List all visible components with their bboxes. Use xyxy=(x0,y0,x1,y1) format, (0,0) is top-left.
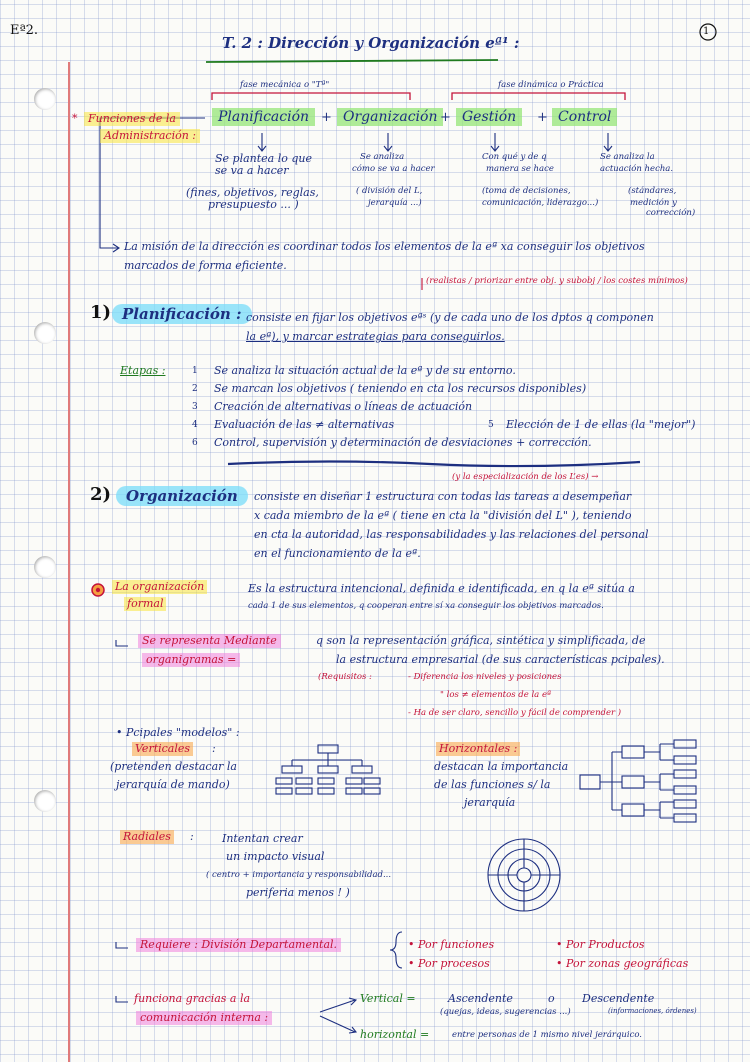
ges-examples: comunicación, liderazgo...) xyxy=(482,198,599,208)
mision-text: marcados de forma eficiente. xyxy=(124,259,287,272)
organigrama-def: la estructura empresarial (de sus características pcipales). xyxy=(336,653,665,666)
section-number: 2) xyxy=(90,484,112,505)
step-number: 6 xyxy=(192,438,198,448)
page-title: T. 2 : Dirección y Organización eª¹ : xyxy=(222,34,520,52)
planif-def: la eª), y marcar estrategias para conseguirlos. xyxy=(246,330,505,343)
step-number: 2 xyxy=(192,384,198,394)
organiz-def: consiste en diseñar 1 estructura con todas las tareas a desempeñar xyxy=(254,490,632,503)
rad-desc: Intentan crear xyxy=(222,832,303,845)
vertical-label: Vertical = xyxy=(360,992,416,1005)
planificacion-box: Planificación xyxy=(212,108,315,126)
step-number: 1 xyxy=(192,366,198,376)
ges-desc: Con qué y de q xyxy=(482,152,547,162)
horizontales-label: Horizontales : xyxy=(436,742,520,756)
dep-item: • Por zonas geográficas xyxy=(556,957,689,970)
formal-label: La organización xyxy=(112,580,207,594)
ges-desc: manera se hace xyxy=(486,164,554,174)
organiz-def: x cada miembro de la eª ( tiene en cta la "división del L" ), teniendo xyxy=(254,509,632,522)
con-desc: Se analiza la xyxy=(600,152,655,162)
comunicacion-label: comunicación interna : xyxy=(136,1011,272,1025)
plan-desc: Se plantea lo que xyxy=(215,152,313,165)
organigrama-def: q son la representación gráfica, sintética y simplificada, de xyxy=(316,634,646,647)
step-number: 5 xyxy=(488,420,494,430)
ges-examples: (toma de decisiones, xyxy=(482,186,571,196)
con-examples: corrección) xyxy=(646,208,696,218)
org-examples: ( división del L, xyxy=(356,186,423,196)
organigramas-label: organigramas = xyxy=(142,653,240,667)
plus-sign: + xyxy=(440,110,451,125)
organiz-def: en el funcionamiento de la eª. xyxy=(254,547,421,560)
step-text: Elección de 1 de ellas (la "mejor") xyxy=(506,418,696,431)
vert-desc: jerarquía de mando) xyxy=(116,778,230,791)
hor-desc: destacan la importancia xyxy=(434,760,569,773)
org-desc: Se analiza xyxy=(360,152,405,162)
requisito-item: " los ≠ elementos de la eª xyxy=(440,690,552,700)
organizacion-heading: Organización xyxy=(116,486,248,506)
organizacion-box: Organización xyxy=(337,108,443,126)
funciones-label-2: Administración : xyxy=(100,129,200,143)
dep-item: • Por Productos xyxy=(556,938,645,951)
planif-def: consiste en fijar los objetivos eªˢ (y de cada uno de los dptos q componen xyxy=(246,311,654,324)
fase-dinamica: fase dinámica o Práctica xyxy=(498,80,604,90)
requiere-label: Requiere : División Departamental. xyxy=(136,938,341,952)
requisito-item: - Ha de ser claro, sencillo y fácil de comprender ) xyxy=(408,708,622,718)
star-bullet: * xyxy=(72,112,78,125)
plus-sign: + xyxy=(537,110,548,125)
radiales-label: Radiales xyxy=(120,830,174,844)
org-examples: jerarquía ...) xyxy=(368,198,422,208)
plan-examples: (fines, objetivos, reglas, xyxy=(186,186,319,199)
planificacion-heading: Planificación : xyxy=(112,304,252,324)
verticales-label: Verticales xyxy=(132,742,193,756)
formal-label: formal xyxy=(124,597,166,611)
dep-item: • Por procesos xyxy=(408,957,490,970)
gestion-box: Gestión xyxy=(456,108,522,126)
horizontal-label: horizontal = xyxy=(360,1028,430,1041)
formal-def: cada 1 de sus elementos, q cooperan entre sí xa conseguir los objetivos marcados. xyxy=(248,601,604,611)
organiz-note: (y la especialización de los L’es) → xyxy=(452,472,599,482)
descendente-ex: (informaciones, órdenes) xyxy=(608,1007,697,1015)
step-text: Creación de alternativas o líneas de actuación xyxy=(214,400,473,413)
ascendente-ex: (quejas, ideas, sugerencias ...) xyxy=(440,1007,571,1017)
con-examples: medición y xyxy=(630,198,677,208)
corner-label: Eª2. xyxy=(10,23,39,38)
colon: : xyxy=(212,742,216,755)
formal-def: Es la estructura intencional, definida e identificada, en q la eª sitúa a xyxy=(248,582,635,595)
step-number: 3 xyxy=(192,402,198,412)
plus-sign: + xyxy=(321,110,332,125)
hor-desc: jerarquía xyxy=(464,796,516,809)
page-number: 1 xyxy=(703,26,710,37)
fase-mecanica: fase mecánica o "Tª" xyxy=(240,80,330,90)
vert-desc: (pretenden destacar la xyxy=(110,760,237,773)
org-desc: cómo se va a hacer xyxy=(352,164,435,174)
horizontal-desc: entre personas de 1 mismo nivel jerárquico. xyxy=(452,1030,643,1040)
o-word: o xyxy=(548,992,555,1005)
requisitos-label: (Requisitos : xyxy=(318,672,372,682)
descendente: Descendente xyxy=(582,992,655,1005)
section-number: 1) xyxy=(90,302,112,323)
step-text: Se analiza la situación actual de la eª y de su entorno. xyxy=(214,364,516,377)
ascendente: Ascendente xyxy=(448,992,513,1005)
etapas-label: Etapas : xyxy=(120,364,166,377)
control-box: Control xyxy=(552,108,617,126)
requisito-item: - Diferencia los niveles y posiciones xyxy=(408,672,562,682)
mision-text: La misión de la dirección es coordinar todos los elementos de la eª xa conseguir los objetivos xyxy=(124,240,645,253)
rad-desc: un impacto visual xyxy=(226,850,325,863)
plan-examples: presupuesto ... ) xyxy=(208,198,299,211)
planif-note: (realistas / priorizar entre obj. y subobj / los costes mínimos) xyxy=(426,276,688,286)
funciona-label: funciona gracias a la xyxy=(134,992,251,1005)
colon: : xyxy=(190,830,194,843)
plan-desc: se va a hacer xyxy=(215,164,289,177)
con-desc: actuación hecha. xyxy=(600,164,674,174)
con-examples: (stándares, xyxy=(628,186,677,196)
rad-desc: periferia menos ! ) xyxy=(246,886,350,899)
dep-item: • Por funciones xyxy=(408,938,495,951)
step-text: Evaluación de las ≠ alternativas xyxy=(214,418,395,431)
step-number: 4 xyxy=(192,420,198,430)
modelos-label: • Pcipales "modelos" : xyxy=(116,726,240,739)
representa-label: Se representa Mediante xyxy=(138,634,281,648)
step-text: Control, supervisión y determinación de desviaciones + corrección. xyxy=(214,436,592,449)
step-text: Se marcan los objetivos ( teniendo en cta los recursos disponibles) xyxy=(214,382,587,395)
hor-desc: de las funciones s/ la xyxy=(434,778,551,791)
organiz-def: en cta la autoridad, las responsabilidades y las relaciones del personal xyxy=(254,528,649,541)
funciones-label: Funciones de la xyxy=(84,112,180,126)
rad-desc: ( centro + importancia y responsabilidad... xyxy=(206,870,392,880)
